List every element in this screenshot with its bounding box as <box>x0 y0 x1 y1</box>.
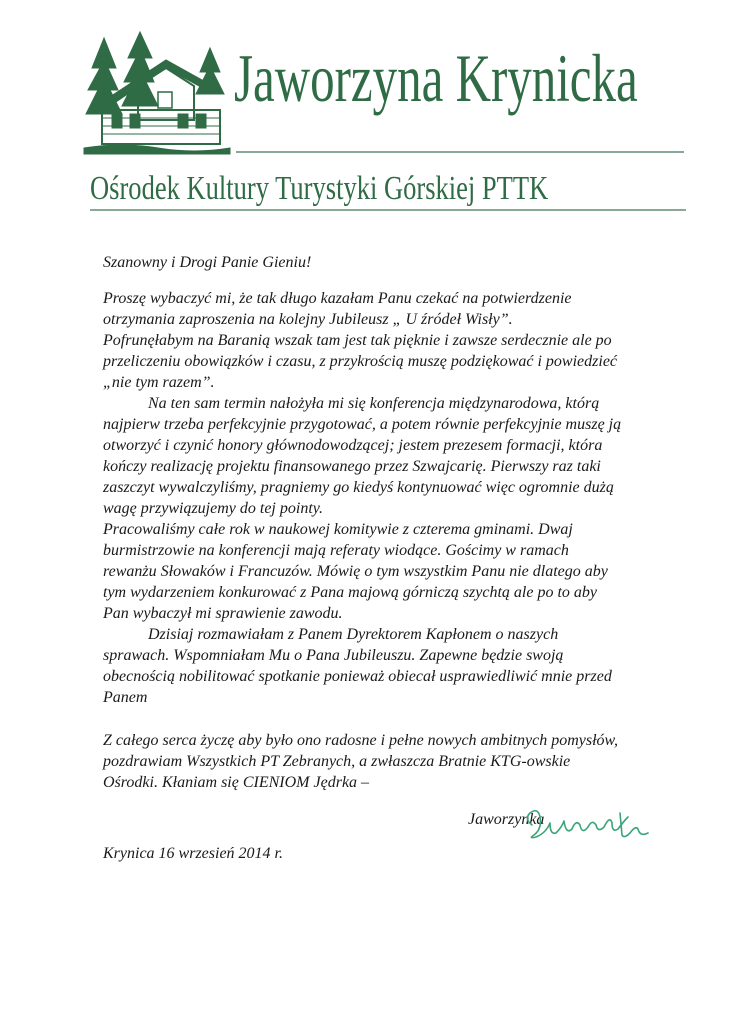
letterhead-subtitle: Ośrodek Kultury Turystyki Górskiej PTTK <box>90 170 549 207</box>
body-line: Panem <box>103 689 148 706</box>
body-line: „nie tym razem”. <box>103 374 215 391</box>
body-line: rewanżu Słowaków i Francuzów. Mówię o tym wszystkim Panu nie dlatego aby <box>103 563 608 580</box>
body-line: Dzisiaj rozmawiałam z Panem Dyrektorem Kapłonem o naszych <box>148 626 559 643</box>
body-line: Pracowaliśmy całe rok w naukowej komitywie z czterema gminami. Dwaj <box>103 521 573 538</box>
lodge-logo-icon <box>82 28 232 156</box>
body-line: sprawach. Wspomniałam Mu o Pana Jubileuszu. Zapewne będzie swoją <box>103 647 564 664</box>
body-line: otworzyć i czynić honory głównodowodzącej; jestem prezesem formacji, która <box>103 437 603 454</box>
handwritten-signature <box>520 805 660 845</box>
body-line: najpierw trzeba perfekcyjnie przygotować, a potem równie perfekcyjnie muszę ją <box>103 416 622 433</box>
letterhead-title: Jaworzyna Krynicka <box>234 40 638 116</box>
body-line: Pofrunęłabym na Baranią wszak tam jest tak pięknie i zawsze serdecznie ale po <box>103 332 612 349</box>
body-line: Na ten sam termin nałożyła mi się konferencja międzynarodowa, którą <box>148 395 600 412</box>
body-line: pozdrawiam Wszystkich PT Zebranych, a zwłaszcza Bratnie KTG-owskie <box>103 753 571 770</box>
body-line: obecnością nobilitować spotkanie ponieważ obiecał usprawiedliwić mnie przed <box>103 668 612 685</box>
body-line: Ośrodki. Kłaniam się CIENIOM Jędrka – <box>103 774 370 791</box>
body-line: wagę przywiązujemy do tej pointy. <box>103 500 323 517</box>
body-line: Pan wybaczył mi sprawienie zawodu. <box>103 605 343 622</box>
salutation: Szanowny i Drogi Panie Gieniu! <box>103 254 312 271</box>
body-line: zaszczyt wywalczyliśmy, pragniemy go kiedyś kontynuować więc ogromnie dużą <box>103 479 614 496</box>
body-line: otrzymania zaproszenia na kolejny Jubileusz „ U źródeł Wisły”. <box>103 311 513 328</box>
body-line: tym wydarzeniem konkurować z Pana majową górniczą szychtą ale po to aby <box>103 584 598 601</box>
body-line: Proszę wybaczyć mi, że tak długo kazałam Panu czekać na potwierdzenie <box>103 290 572 307</box>
body-line: burmistrzowie na konferencji mają referaty wiodące. Gościmy w ramach <box>103 542 569 559</box>
body-line: kończy realizację projektu finansowanego przez Szwajcarię. Pierwszy raz taki <box>103 458 601 475</box>
closing: Jaworzynka <box>468 811 545 828</box>
title-divider <box>236 151 684 153</box>
place-date: Krynica 16 wrzesień 2014 r. <box>103 845 283 862</box>
subtitle-divider <box>90 209 686 211</box>
body-line: Z całego serca życzę aby było ono radosne i pełne nowych ambitnych pomysłów, <box>103 732 618 749</box>
body-line: przeliczeniu obowiązków i czasu, z przykrością muszę podziękować i powiedzieć <box>103 353 618 370</box>
